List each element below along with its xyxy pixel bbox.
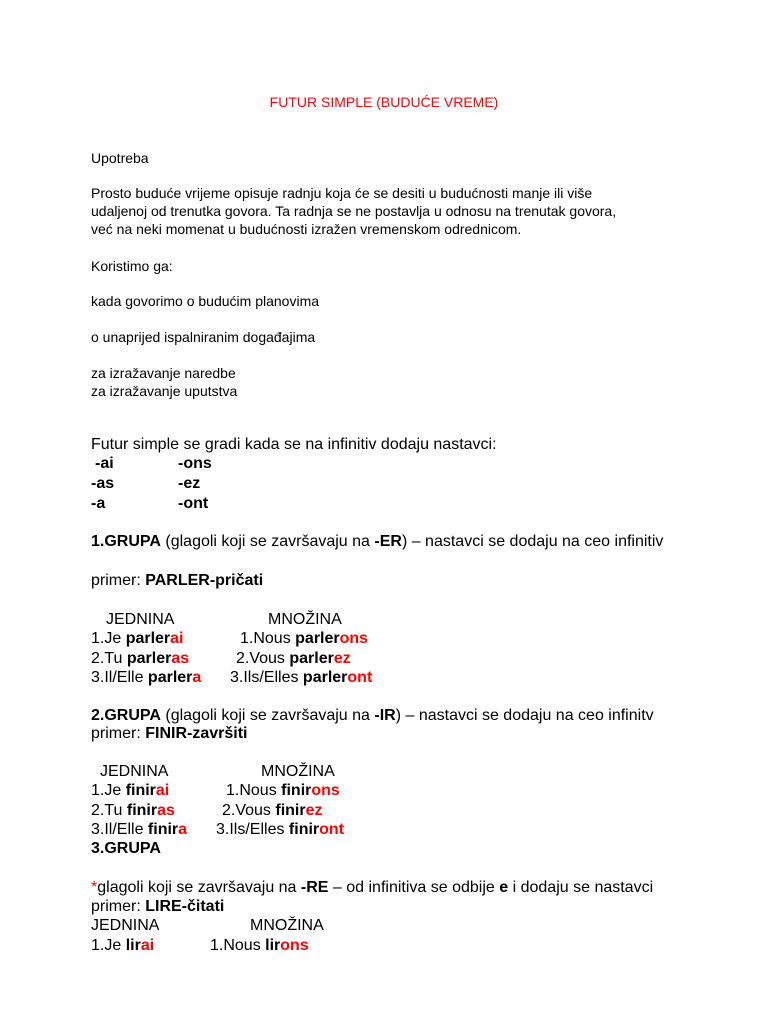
group1-primer: primer: PARLER-pričati (91, 572, 264, 589)
conj-sg: 2.Tu parleras (91, 650, 190, 667)
intro-line: udaljenoj od trenutka govora. Ta radnja se ne postavlja u odnosu na trenutak govora, (91, 203, 617, 219)
conj-sg: 3.Il/Elle parlera (91, 669, 202, 686)
use-item: za izražavanje naredbe (91, 365, 236, 381)
ending-sg: -ai (95, 455, 114, 472)
group2-col-sg: JEDNINA (100, 763, 169, 780)
conj-pl: 1.Nous parlerons (240, 630, 369, 647)
group3-label: 3.GRUPA (91, 840, 161, 857)
group1-heading: 1.GRUPA (glagoli koji se završavaju na -ER) – nastavci se dodaju na ceo infinitiv (91, 533, 664, 550)
page-title: FUTUR SIMPLE (BUDUĆE VREME) (269, 94, 499, 110)
conj-sg: 1.Je finirai (91, 782, 170, 799)
use-item: o unaprijed ispalniranim događajima (91, 329, 316, 345)
conj-pl: 3.Ils/Elles parleront (230, 669, 373, 686)
group3-col-sg: JEDNINA (91, 917, 160, 934)
conj-sg: 1.Je parlerai (91, 630, 184, 647)
group2-primer: primer: FINIR-završiti (91, 725, 248, 742)
group3-heading: *glagoli koji se završavaju na -RE – od infinitiva se odbije e i dodaju se nastavci (91, 879, 654, 896)
formation-rule: Futur simple se gradi kada se na infinitiv dodaju nastavci: (91, 436, 497, 453)
group3-col-pl: MNOŽINA (250, 917, 324, 934)
group2-col-pl: MNOŽINA (261, 763, 335, 780)
ending-pl: -ont (178, 495, 209, 512)
use-item: za izražavanje uputstva (91, 383, 238, 399)
intro-line: Prosto buduće vrijeme opisuje radnju koja će se desiti u budućnosti manje ili više (91, 185, 593, 201)
group1-col-sg: JEDNINA (106, 611, 175, 628)
ending-pl: -ons (178, 455, 212, 472)
ending-pl: -ez (178, 475, 201, 492)
conj-pl: 3.Ils/Elles finiront (216, 821, 345, 838)
conj-sg: 2.Tu finiras (91, 802, 175, 819)
section-heading-upotreba: Upotreba (91, 150, 149, 166)
koristimo-label: Koristimo ga: (91, 258, 173, 274)
conj-sg: 1.Je lirai (91, 937, 155, 954)
group1-col-pl: MNOŽINA (268, 611, 342, 628)
group2-heading: 2.GRUPA (glagoli koji se završavaju na -IR) – nastavci se dodaju na ceo infinitv (91, 707, 654, 724)
conj-pl: 1.Nous finirons (226, 782, 340, 799)
ending-sg: -a (91, 495, 106, 512)
intro-line: već na neki momenat u budućnosti izražen vremenskom odrednicom. (91, 221, 522, 237)
ending-sg: -as (91, 475, 115, 492)
conj-pl: 2.Vous finirez (222, 802, 323, 819)
conj-pl: 2.Vous parlerez (236, 650, 351, 667)
conj-pl: 1.Nous lirons (210, 937, 309, 954)
conj-sg: 3.Il/Elle finira (91, 821, 188, 838)
group3-primer: primer: LIRE-čitati (91, 898, 225, 915)
use-item: kada govorimo o budućim planovima (91, 293, 320, 309)
